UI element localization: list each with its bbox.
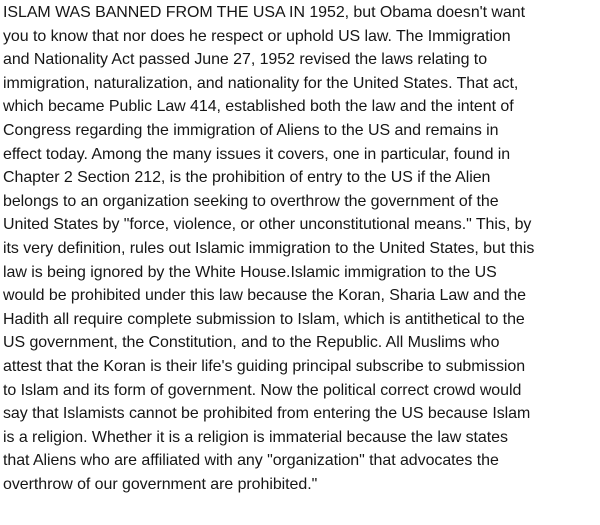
text-line: law is being ignored by the White House.Islamic immigration to the US bbox=[3, 263, 497, 281]
text-line: immigration, naturalization, and nationality for the United States. That act, bbox=[3, 74, 519, 92]
text-line: belongs to an organization seeking to overthrow the government of the bbox=[3, 192, 499, 210]
text-line: United States by "force, violence, or other unconstitutional means." This, by bbox=[3, 216, 532, 234]
text-line: overthrow of our government are prohibited." bbox=[3, 475, 318, 493]
text-line: Hadith all require complete submission to Islam, which is antithetical to the bbox=[3, 310, 525, 328]
text-line: you to know that nor does he respect or uphold US law. The Immigration bbox=[3, 27, 511, 45]
text-line: ISLAM WAS BANNED FROM THE USA IN 1952, but Obama doesn't want bbox=[3, 4, 525, 21]
text-line: Chapter 2 Section 212, is the prohibition of entry to the US if the Alien bbox=[3, 169, 491, 187]
text-line: US government, the Constitution, and to the Republic. All Muslims who bbox=[3, 334, 500, 352]
body-text bbox=[3, 1, 599, 496]
text-line: to Islam and its form of government. Now the political correct crowd would bbox=[3, 381, 522, 399]
text-line: effect today. Among the many issues it covers, one in particular, found in bbox=[3, 145, 511, 163]
text-line: that Aliens who are affiliated with any "organization" that advocates the bbox=[3, 452, 499, 470]
text-line: its very definition, rules out Islamic immigration to the United States, but this bbox=[3, 239, 535, 257]
text-line: which became Public Law 414, established both the law and the intent of bbox=[3, 98, 514, 116]
text-line: and Nationality Act passed June 27, 1952 revised the laws relating to bbox=[3, 51, 488, 69]
text-line: say that Islamists cannot be prohibited from entering the US because Islam bbox=[3, 405, 531, 423]
text-line: would be prohibited under this law because the Koran, Sharia Law and the bbox=[3, 287, 526, 305]
text-line: is a religion. Whether it is a religion is immaterial because the law states bbox=[3, 428, 508, 446]
text-line: attest that the Koran is their life's guiding principal subscribe to submission bbox=[3, 357, 526, 375]
text-line: Congress regarding the immigration of Aliens to the US and remains in bbox=[3, 121, 499, 139]
